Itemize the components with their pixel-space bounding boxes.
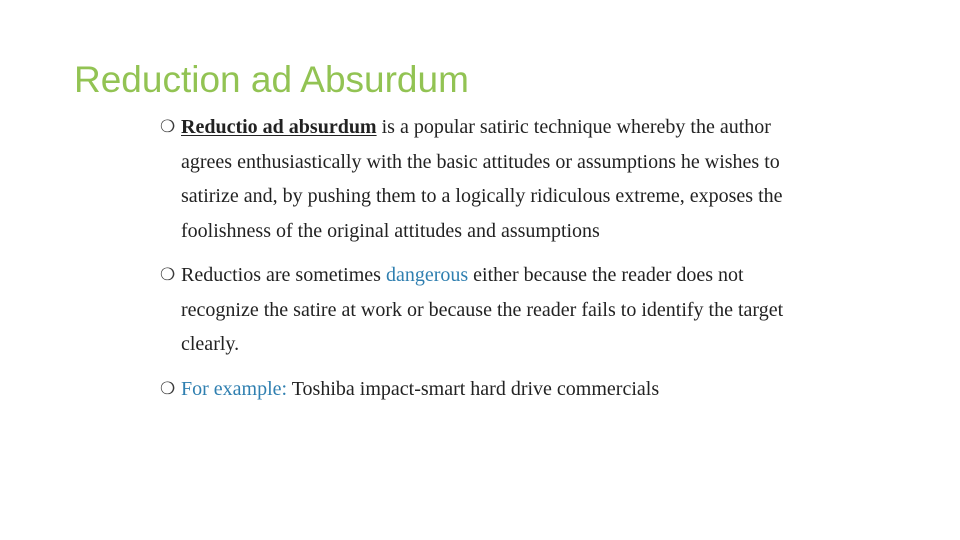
term-reductio-ad-absurdum: Reductio ad absurdum (181, 116, 377, 138)
bullet-marker-icon: ❍ (160, 265, 176, 285)
slide-title: Reduction ad Absurdum (74, 59, 469, 100)
bullet-example (160, 372, 820, 407)
bullet-marker-icon: ❍ (160, 117, 176, 137)
highlight-for-example: For example: (181, 377, 288, 400)
bullet-danger (160, 258, 820, 362)
example-text: Toshiba impact-smart hard drive commercials (287, 377, 660, 400)
danger-text-after: either because the reader does not recognize the satire at work or because the reader fails to identify the target clearly. (181, 264, 784, 355)
bullet-list (160, 110, 820, 416)
highlight-dangerous: dangerous (385, 264, 469, 286)
danger-text-before: Reductios are sometimes (181, 264, 386, 286)
bullet-marker-icon: ❍ (160, 378, 176, 399)
bullet-definition (160, 110, 820, 248)
definition-text: is a popular satiric technique whereby the author agrees enthusiastically with the basic attitudes or assumptions he wishes to satirize and, by pushing them to a logically ridiculous extreme, exposes the foolishness of the original attitudes and assumptions (181, 116, 783, 242)
